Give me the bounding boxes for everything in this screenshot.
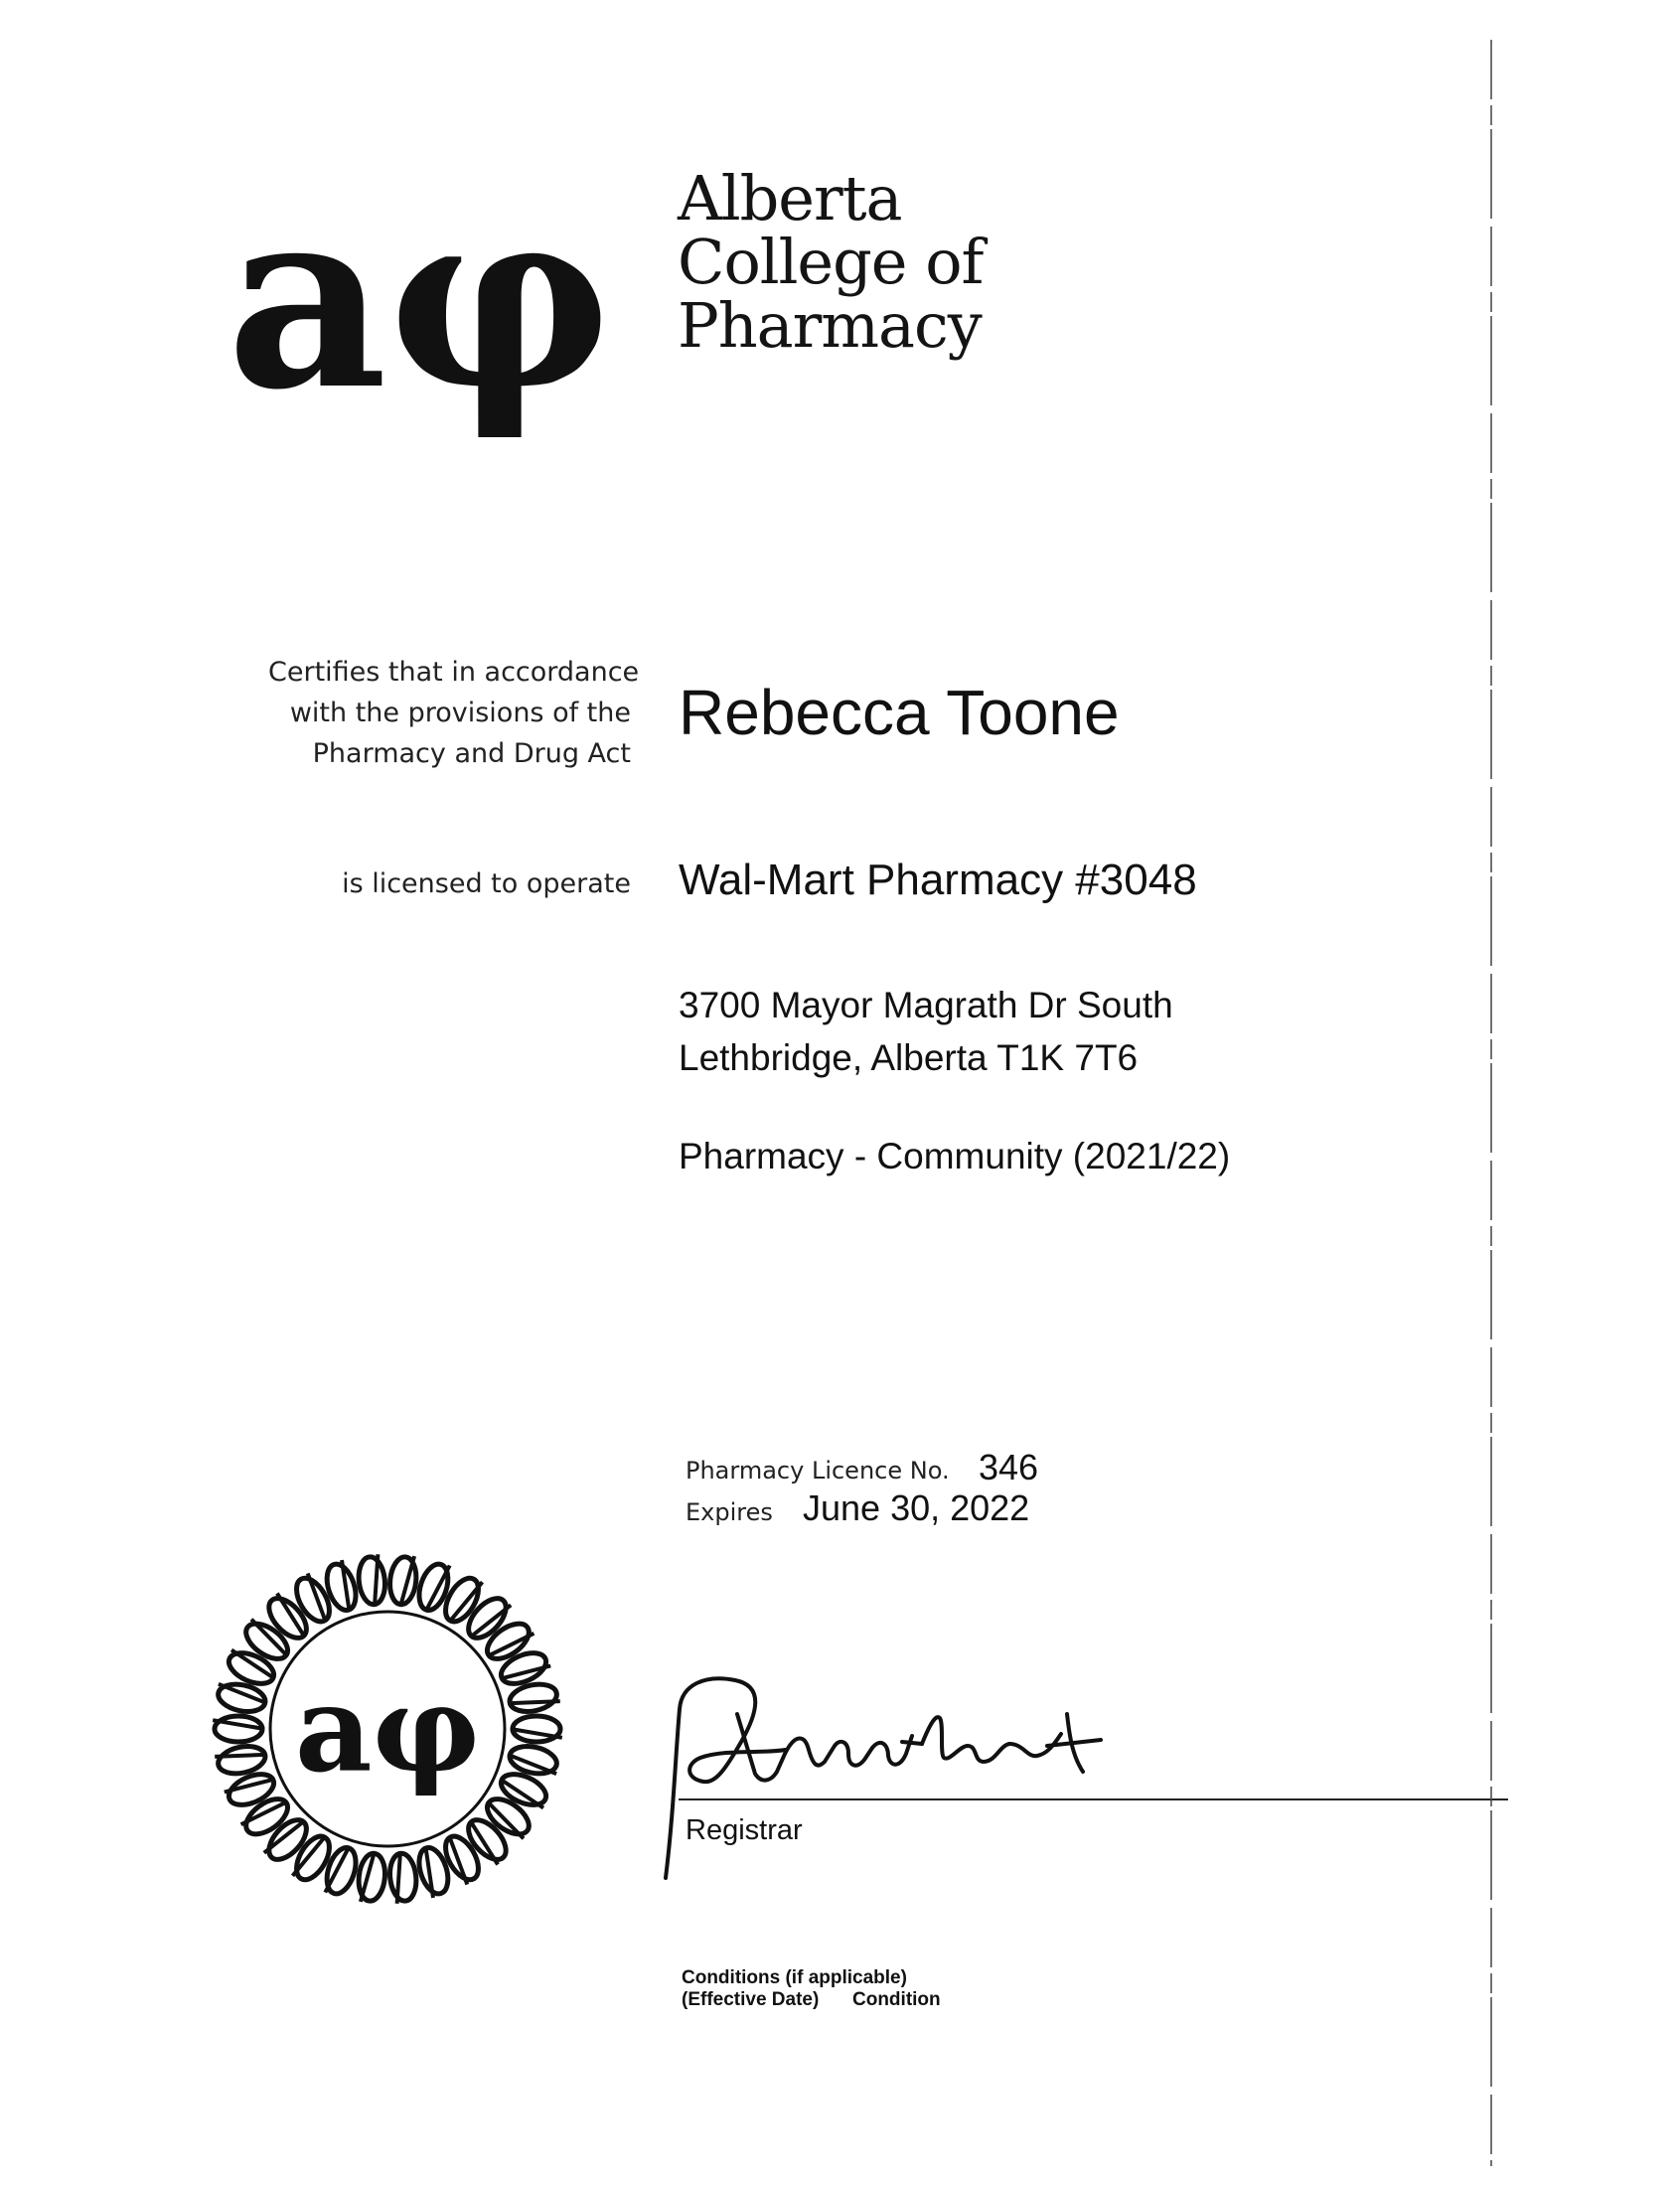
expires-value: June 30, 2022 bbox=[803, 1487, 1030, 1528]
org-name bbox=[678, 162, 1194, 362]
org-name-line-1: Alberta bbox=[678, 162, 902, 234]
seal-loop bbox=[481, 1793, 535, 1841]
certifies-line-1: Certifies that in accordance bbox=[268, 657, 640, 688]
seal-stroke bbox=[375, 1554, 378, 1606]
seal-stroke bbox=[215, 1755, 267, 1757]
org-name-line-2: College of bbox=[678, 226, 984, 298]
logo-letter-a: aφ bbox=[227, 157, 613, 444]
seal-loop bbox=[357, 1556, 387, 1606]
condition-label: Condition bbox=[852, 1989, 941, 2010]
certifies-line-3: Pharmacy and Drug Act bbox=[312, 738, 631, 769]
pharmacy-address bbox=[679, 979, 1173, 1084]
licence-category: Pharmacy - Community (2021/22) bbox=[679, 1136, 1231, 1176]
registrar-signature-icon bbox=[646, 1654, 1162, 1883]
effective-date-label: (Effective Date) bbox=[682, 1989, 820, 2010]
licence-number-label: Pharmacy Licence No. bbox=[686, 1457, 950, 1484]
conditions-label: Conditions (if applicable) bbox=[682, 1967, 907, 1988]
licensee-name: Rebecca Toone bbox=[679, 677, 1120, 748]
seal-stroke bbox=[508, 1701, 560, 1703]
expires-label: Expires bbox=[686, 1498, 773, 1526]
address-line-2: Lethbridge, Alberta T1K 7T6 bbox=[679, 1037, 1139, 1078]
org-name-line-3: Pharmacy bbox=[678, 289, 982, 362]
seal-stroke bbox=[397, 1851, 400, 1903]
certifies-line-2: with the provisions of the bbox=[289, 698, 631, 728]
signature-line bbox=[679, 1798, 1508, 1800]
pharmacy-name: Wal-Mart Pharmacy #3048 bbox=[679, 856, 1197, 904]
address-line-1: 3700 Mayor Magrath Dr South bbox=[679, 985, 1173, 1025]
seal-loop bbox=[387, 1852, 418, 1902]
licence-number-value: 346 bbox=[979, 1447, 1039, 1487]
licensed-to-operate-label: is licensed to operate bbox=[342, 868, 631, 899]
registrar-label: Registrar bbox=[686, 1814, 803, 1846]
seal-letters: aφ bbox=[294, 1659, 481, 1799]
seal-loop bbox=[240, 1617, 294, 1665]
acp-logo-icon bbox=[227, 157, 644, 485]
college-seal-icon bbox=[209, 1550, 566, 1908]
scan-edge-line bbox=[1488, 40, 1494, 2166]
certifies-label bbox=[268, 652, 640, 774]
